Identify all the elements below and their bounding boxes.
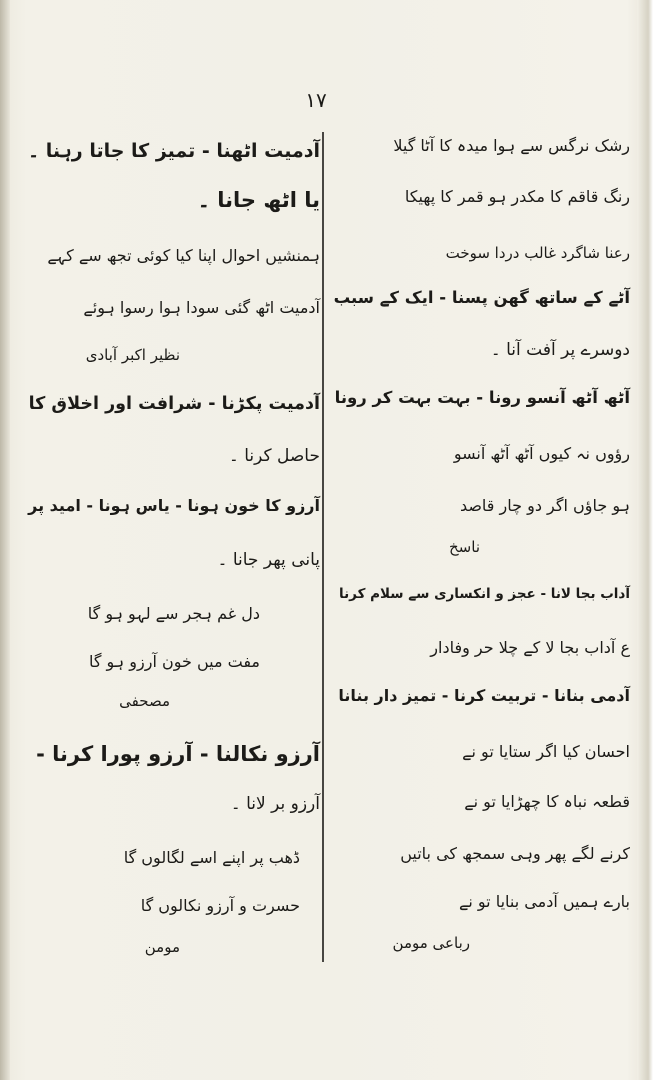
column-divider xyxy=(322,132,324,962)
right-line-4: آٹے کے ساتھ گھن پسنا - ایک کے سبب xyxy=(333,288,630,307)
right-line-14: قطعہ نباہ کا چھڑایا تو نے xyxy=(464,792,630,811)
right-line-13: احسان کیا اگر ستایا تو نے xyxy=(462,742,630,761)
left-line-1: آدمیت اٹھنا - تمیز کا جاتا رہنا ۔ xyxy=(28,140,320,162)
right-line-9: ناسخ xyxy=(449,538,480,556)
left-line-11: مفت میں خون آرزو ہو گا xyxy=(88,652,260,671)
right-line-2: رنگ قاقم کا مکدر ہو قمر کا پھیکا xyxy=(404,187,630,206)
left-line-9: پانی پھر جانا ۔ xyxy=(217,550,320,570)
page-edge-right xyxy=(637,0,653,1080)
left-line-14: آرزو بر لانا ۔ xyxy=(230,794,320,814)
left-line-7: حاصل کرنا ۔ xyxy=(228,446,320,466)
right-line-5: دوسرے پر آفت آنا ۔ xyxy=(490,340,630,360)
left-line-13: آرزو نکالنا - آرزو پورا کرنا - xyxy=(36,742,320,766)
right-line-6: آٹھ آٹھ آنسو رونا - بہت بہت کر رونا xyxy=(334,388,630,407)
right-line-7: رؤوں نہ کیوں آٹھ آٹھ آنسو xyxy=(453,444,630,463)
right-line-12: آدمی بنانا - تربیت کرنا - تمیز دار بنانا xyxy=(338,686,630,705)
left-line-2: یا اٹھ جانا ۔ xyxy=(197,188,320,212)
left-line-6: آدمیت پکڑنا - شرافت اور اخلاق کا xyxy=(28,394,320,414)
right-line-10: آداب بجا لانا - عجز و انکساری سے سلام کرنا xyxy=(339,586,630,602)
left-line-17: مومن xyxy=(144,938,180,956)
left-line-8: آرزو کا خون ہونا - یاس ہونا - امید پر xyxy=(28,496,320,515)
left-column xyxy=(24,0,320,1080)
right-line-15: کرنے لگے پھر وہی سمجھ کی باتیں xyxy=(400,844,630,863)
left-line-10: دل غم ہجر سے لہو ہو گا xyxy=(87,604,260,623)
page-edge-left xyxy=(0,0,10,1080)
left-line-12: مصحفی xyxy=(119,692,170,710)
right-line-3: رعنا شاگرد غالب دردا سوخت xyxy=(445,244,630,262)
left-line-5: نظیر اکبر آبادی xyxy=(85,346,180,364)
left-line-15: ڈھب پر اپنے اسے لگالوں گا xyxy=(123,848,300,867)
right-line-1: رشک نرگس سے ہوا میدہ کا آٹا گیلا xyxy=(393,136,630,155)
page-number: ۱۷ xyxy=(305,88,327,112)
right-line-17: رباعی مومن xyxy=(392,934,470,952)
left-line-4: آدمیت اٹھ گئی سودا ہوا رسوا ہوئے xyxy=(83,298,320,317)
right-column xyxy=(330,0,630,1080)
right-line-11: ع آداب بجا لا کے چلا حر وفادار xyxy=(430,638,630,657)
left-line-16: حسرت و آرزو نکالوں گا xyxy=(140,896,300,915)
right-line-16: بارے ہمیں آدمی بنایا تو نے xyxy=(459,892,630,911)
right-line-8: ہو جاؤں اگر دو چار قاصد xyxy=(459,496,630,515)
left-line-3: ہمنشیں احوال اپنا کیا کوئی تجھ سے کہے xyxy=(47,246,320,265)
